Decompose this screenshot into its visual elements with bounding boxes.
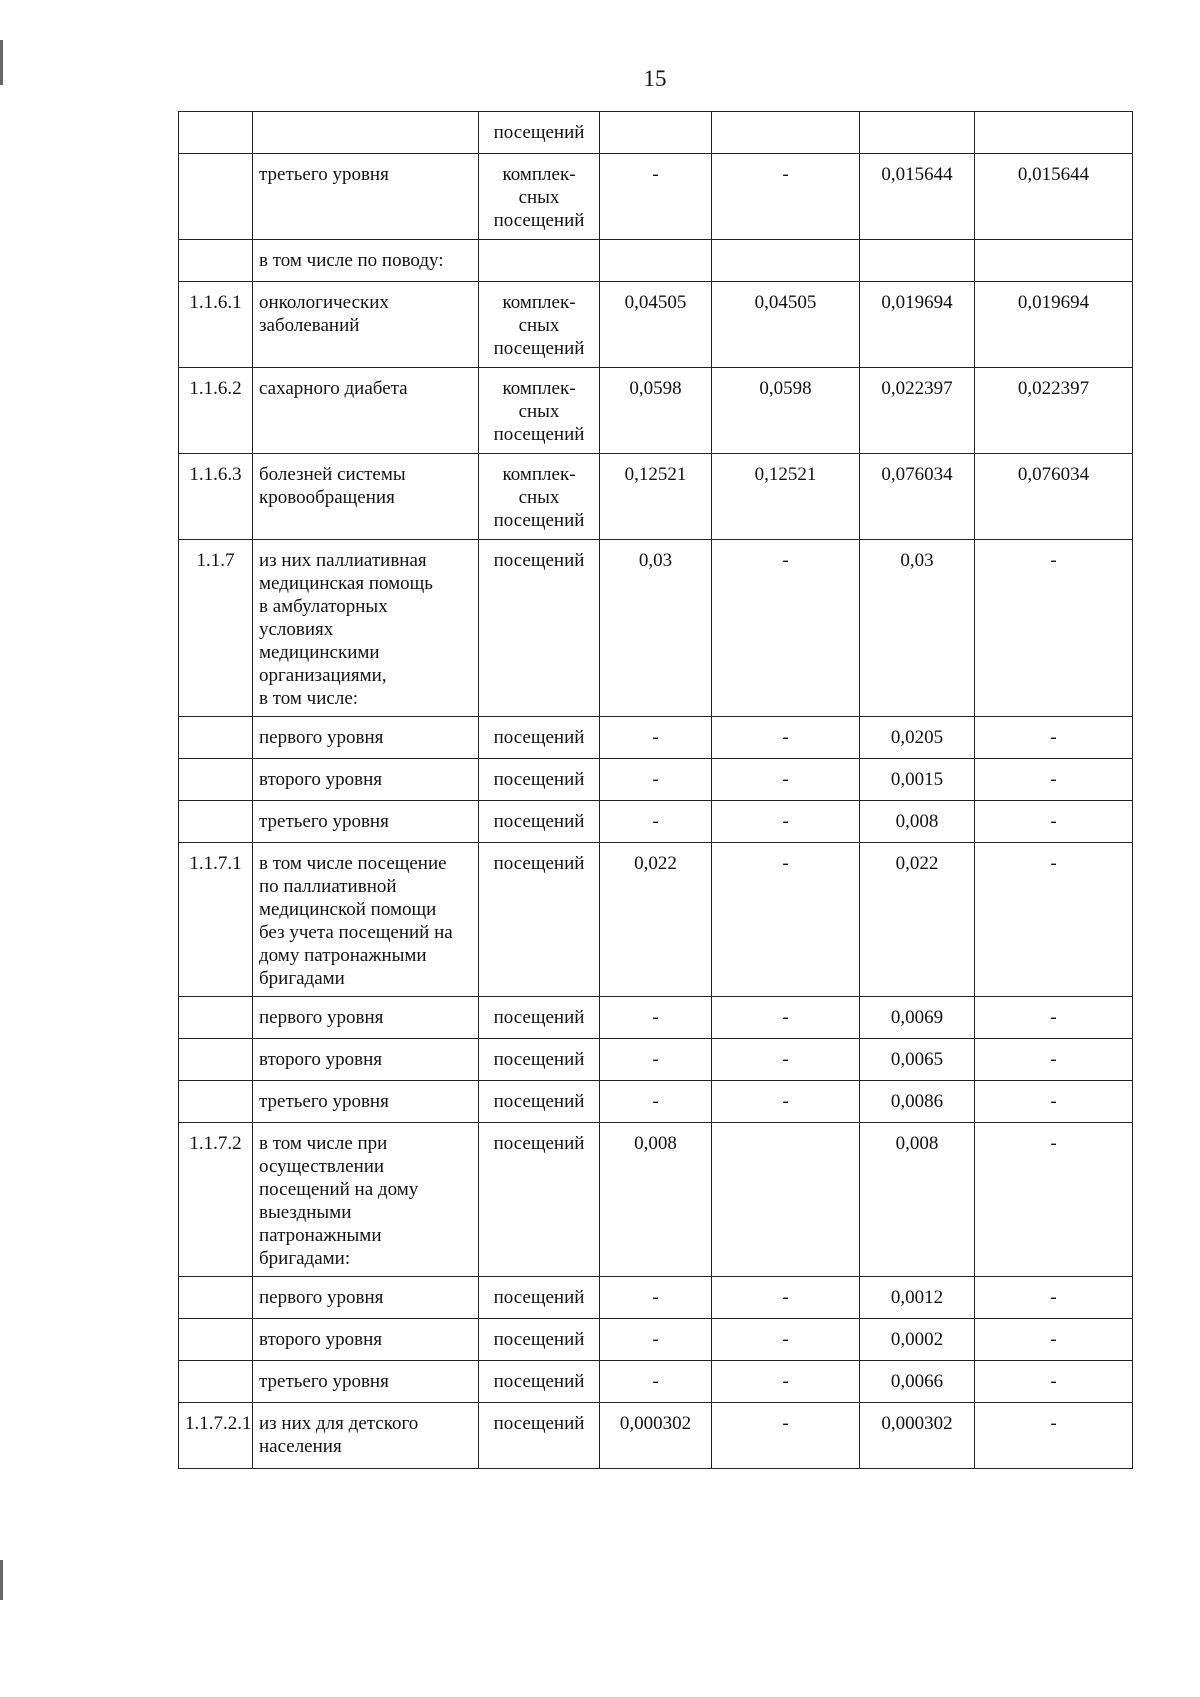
row-name: первого уровня [253, 717, 479, 759]
value-col-1: - [600, 1081, 712, 1123]
value-col-2 [712, 112, 860, 154]
value-col-4: 0,015644 [975, 154, 1133, 240]
value-col-2 [712, 240, 860, 282]
table-row [179, 282, 1133, 368]
row-code [179, 1319, 253, 1361]
value-col-1 [600, 112, 712, 154]
row-code [179, 997, 253, 1039]
value-col-1: - [600, 801, 712, 843]
row-name: из них паллиативная медицинская помощь в амбулаторных условиях медицинскими организациями, в том числе: [253, 540, 479, 717]
table-row [179, 1039, 1133, 1081]
value-col-3: 0,000302 [860, 1403, 975, 1469]
row-name [253, 112, 479, 154]
row-unit [479, 240, 600, 282]
value-col-3: 0,008 [860, 801, 975, 843]
row-code [179, 154, 253, 240]
value-col-1: - [600, 1039, 712, 1081]
value-col-1: - [600, 1277, 712, 1319]
value-col-1: 0,0598 [600, 368, 712, 454]
row-code [179, 1277, 253, 1319]
value-col-1 [600, 240, 712, 282]
value-col-2: - [712, 1039, 860, 1081]
binder-mark-bottom [0, 1560, 3, 1600]
value-col-1: 0,03 [600, 540, 712, 717]
row-code: 1.1.7.1 [179, 843, 253, 997]
row-code: 1.1.6.2 [179, 368, 253, 454]
row-unit: комплек- сных посещений [479, 282, 600, 368]
value-col-4: - [975, 1277, 1133, 1319]
table-row [179, 540, 1133, 717]
row-unit: посещений [479, 1361, 600, 1403]
value-col-2: 0,0598 [712, 368, 860, 454]
value-col-2: - [712, 759, 860, 801]
value-col-3: 0,0065 [860, 1039, 975, 1081]
value-col-3: 0,019694 [860, 282, 975, 368]
row-name: в том числе при осуществлении посещений на дому выездными патронажными бригадами: [253, 1123, 479, 1277]
row-unit: посещений [479, 540, 600, 717]
value-col-4: - [975, 759, 1133, 801]
value-col-2: - [712, 154, 860, 240]
value-col-2: - [712, 540, 860, 717]
value-col-3: 0,0086 [860, 1081, 975, 1123]
table-row [179, 1081, 1133, 1123]
row-unit: посещений [479, 1277, 600, 1319]
value-col-4: 0,076034 [975, 454, 1133, 540]
value-col-1: 0,04505 [600, 282, 712, 368]
value-col-2: - [712, 717, 860, 759]
value-col-3: 0,022397 [860, 368, 975, 454]
row-name: второго уровня [253, 1039, 479, 1081]
row-name: болезней системы кровообращения [253, 454, 479, 540]
row-unit: посещений [479, 112, 600, 154]
row-code: 1.1.7 [179, 540, 253, 717]
value-col-3: 0,015644 [860, 154, 975, 240]
row-code [179, 112, 253, 154]
value-col-3: 0,0002 [860, 1319, 975, 1361]
value-col-2: - [712, 997, 860, 1039]
value-col-4: - [975, 540, 1133, 717]
value-col-3: 0,03 [860, 540, 975, 717]
table-row [179, 1361, 1133, 1403]
value-col-1: 0,12521 [600, 454, 712, 540]
table-row [179, 368, 1133, 454]
value-col-4: - [975, 843, 1133, 997]
row-code: 1.1.7.2.1 [179, 1403, 253, 1469]
value-col-1: - [600, 154, 712, 240]
row-name: второго уровня [253, 1319, 479, 1361]
value-col-2: 0,12521 [712, 454, 860, 540]
row-unit: комплек- сных посещений [479, 454, 600, 540]
table-row [179, 1319, 1133, 1361]
value-col-1: 0,022 [600, 843, 712, 997]
value-col-3 [860, 112, 975, 154]
row-name: третьего уровня [253, 1361, 479, 1403]
value-col-4: - [975, 801, 1133, 843]
row-name: сахарного диабета [253, 368, 479, 454]
value-col-4: - [975, 1403, 1133, 1469]
value-col-4: - [975, 997, 1133, 1039]
row-code: 1.1.6.3 [179, 454, 253, 540]
value-col-4: - [975, 1361, 1133, 1403]
value-col-4: - [975, 1081, 1133, 1123]
row-code [179, 1361, 253, 1403]
value-col-4 [975, 240, 1133, 282]
table-row [179, 240, 1133, 282]
table-row [179, 1123, 1133, 1277]
value-col-4: - [975, 1123, 1133, 1277]
value-col-3: 0,0205 [860, 717, 975, 759]
page-number: 15 [643, 66, 667, 91]
value-col-4: 0,019694 [975, 282, 1133, 368]
table-row [179, 759, 1133, 801]
value-col-2: - [712, 1081, 860, 1123]
row-code [179, 1081, 253, 1123]
table-row [179, 997, 1133, 1039]
row-name: первого уровня [253, 997, 479, 1039]
table-row [179, 112, 1133, 154]
row-code [179, 240, 253, 282]
row-unit: посещений [479, 717, 600, 759]
value-col-4: - [975, 717, 1133, 759]
value-col-2: - [712, 1277, 860, 1319]
row-name: из них для детского населения [253, 1403, 479, 1469]
table-body [179, 112, 1133, 1469]
value-col-4 [975, 112, 1133, 154]
value-col-2 [712, 1123, 860, 1277]
value-col-4: - [975, 1039, 1133, 1081]
data-table [178, 111, 1133, 1469]
table-row [179, 454, 1133, 540]
value-col-2: - [712, 843, 860, 997]
row-name: третьего уровня [253, 154, 479, 240]
row-unit: посещений [479, 997, 600, 1039]
row-name: в том числе по поводу: [253, 240, 479, 282]
row-unit: посещений [479, 1039, 600, 1081]
table-row [179, 843, 1133, 997]
row-unit: посещений [479, 1319, 600, 1361]
value-col-1: - [600, 1319, 712, 1361]
value-col-1: 0,000302 [600, 1403, 712, 1469]
table-row [179, 154, 1133, 240]
row-unit: посещений [479, 1123, 600, 1277]
row-code: 1.1.7.2 [179, 1123, 253, 1277]
value-col-1: - [600, 1361, 712, 1403]
row-name: онкологических заболеваний [253, 282, 479, 368]
row-code [179, 801, 253, 843]
value-col-3: 0,008 [860, 1123, 975, 1277]
value-col-4: - [975, 1319, 1133, 1361]
row-unit: посещений [479, 801, 600, 843]
row-code [179, 1039, 253, 1081]
value-col-3 [860, 240, 975, 282]
value-col-2: 0,04505 [712, 282, 860, 368]
value-col-1: - [600, 759, 712, 801]
value-col-2: - [712, 1319, 860, 1361]
value-col-3: 0,076034 [860, 454, 975, 540]
row-unit: комплек- сных посещений [479, 154, 600, 240]
row-unit: посещений [479, 1081, 600, 1123]
row-code: 1.1.6.1 [179, 282, 253, 368]
value-col-1: 0,008 [600, 1123, 712, 1277]
value-col-2: - [712, 1403, 860, 1469]
row-name: в том числе посещение по паллиативной медицинской помощи без учета посещений на дому патронажными бригадами [253, 843, 479, 997]
value-col-1: - [600, 997, 712, 1039]
row-unit: посещений [479, 843, 600, 997]
row-name: первого уровня [253, 1277, 479, 1319]
value-col-3: 0,022 [860, 843, 975, 997]
row-unit: посещений [479, 1403, 600, 1469]
row-unit: комплек- сных посещений [479, 368, 600, 454]
table-row [179, 1277, 1133, 1319]
value-col-4: 0,022397 [975, 368, 1133, 454]
table-row [179, 717, 1133, 759]
table-row [179, 1403, 1133, 1469]
row-code [179, 717, 253, 759]
row-name: третьего уровня [253, 801, 479, 843]
row-code [179, 759, 253, 801]
row-name: третьего уровня [253, 1081, 479, 1123]
value-col-3: 0,0069 [860, 997, 975, 1039]
value-col-3: 0,0066 [860, 1361, 975, 1403]
row-name: второго уровня [253, 759, 479, 801]
value-col-3: 0,0012 [860, 1277, 975, 1319]
value-col-2: - [712, 1361, 860, 1403]
value-col-2: - [712, 801, 860, 843]
row-unit: посещений [479, 759, 600, 801]
value-col-1: - [600, 717, 712, 759]
value-col-3: 0,0015 [860, 759, 975, 801]
table-row [179, 801, 1133, 843]
